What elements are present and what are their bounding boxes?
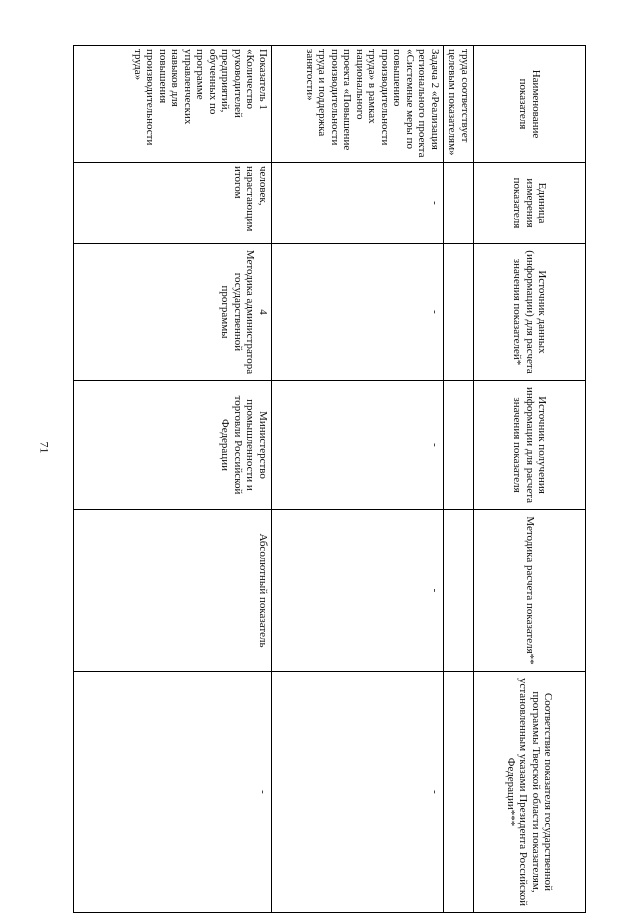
cell-data-source: - [272, 244, 444, 381]
cell-unit [444, 163, 474, 244]
header-data-source: Источник данных (информации) для расчета значения показателей* [474, 244, 586, 381]
cell-calc-method: Абсолютный показатель [74, 510, 272, 672]
header-indicator-name: Наименование показателя [474, 46, 586, 163]
cell-unit: человек, нарастающим итогом [74, 163, 272, 244]
header-info-source: Источник получения информации для расчета значения показателя [474, 381, 586, 510]
table-row [444, 46, 474, 913]
cell-calc-method: - [272, 510, 444, 672]
cell-unit: - [272, 163, 444, 244]
cell-info-source [444, 381, 474, 510]
cell-data-source: 4 Методика администратора государственной программы [74, 244, 272, 381]
cell-info-source: - [272, 381, 444, 510]
table-row [74, 46, 272, 913]
cell-compliance [444, 672, 474, 913]
cell-calc-method [444, 510, 474, 672]
cell-name: труда соответствует целевым показателям» [444, 46, 474, 163]
header-unit: Единица измерения показателя [474, 163, 586, 244]
header-calc-method: Методика расчета показателя** [474, 510, 586, 672]
rotated-page-content [86, 45, 586, 907]
cell-info-source: Министерство промышленности и торговли Российской Федерации [74, 381, 272, 510]
cell-name: Показатель 1 «Количество руководителей предприятий, обученных по программе управленческих навыков для повышения производительности труда» [74, 46, 272, 163]
header-compliance: Соответствие показателя государственной программы Тверской области показателям, установленным указами Президента Российской Федерации*** [474, 672, 586, 913]
table-row [272, 46, 444, 913]
page-number: 71 [37, 441, 52, 454]
cell-data-source [444, 244, 474, 381]
cell-name: Задача 2 «Реализация регионального проекта «Системные меры по повышению производительности труда» в рамках национального проекта «Повышение производительности труда и поддержка занятости» [272, 46, 444, 163]
cell-compliance: - [272, 672, 444, 913]
table-header-row [474, 46, 586, 913]
cell-compliance: - [74, 672, 272, 913]
indicator-table [73, 45, 586, 913]
